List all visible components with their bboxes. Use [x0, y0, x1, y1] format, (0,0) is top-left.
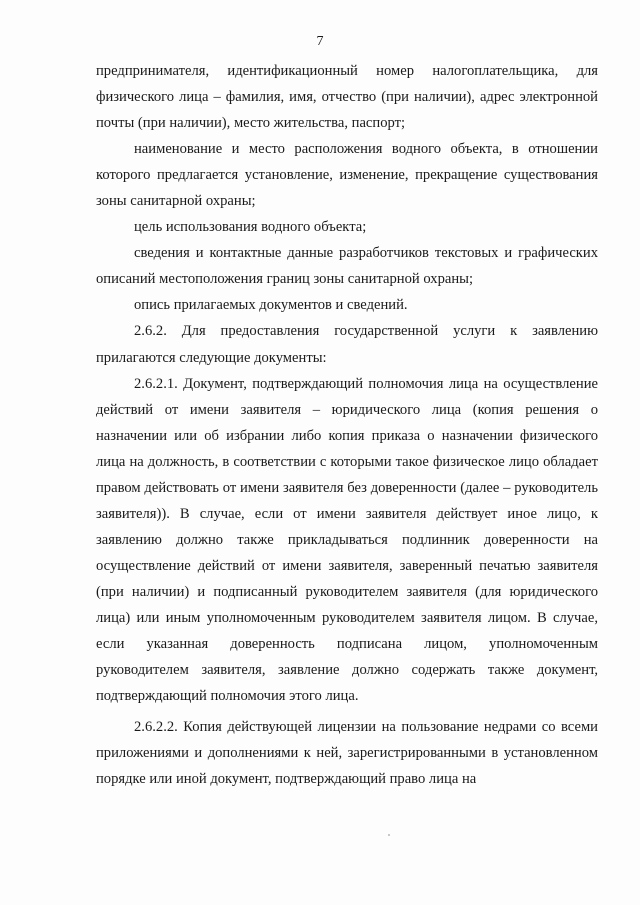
- paragraph-water-body: наименование и место расположения водного объекта, в отношении которого предлагается установление, изменение, прекращение существования зоны санитарной охраны;: [96, 141, 598, 210]
- paragraph-developers: сведения и контактные данные разработчиков текстовых и графических описаний местоположения границ зоны санитарной охраны;: [96, 245, 598, 288]
- paragraph-purpose: цель использования водного объекта;: [134, 219, 367, 236]
- scan-speck: [388, 834, 390, 836]
- document-body: [96, 58, 598, 792]
- paragraph-inventory: опись прилагаемых документов и сведений.: [134, 297, 408, 314]
- paragraph-applicant-details: предпринимателя, идентификационный номер налогоплательщика, для физического лица – фамилия, имя, отчество (при наличии), адрес электронной почты (при наличии), место жительства, паспорт;: [96, 63, 598, 132]
- paragraph-2-6-2-2: 2.6.2.2. Копия действующей лицензии на пользование недрами со всеми приложениями и дополнениями к ней, зарегистрированными в установленном порядке или иной документ, подтверждающий право лица на: [96, 719, 598, 788]
- paragraph-2-6-2-1: 2.6.2.1. Документ, подтверждающий полномочия лица на осуществление действий от имени заявителя – юридического лица (копия решения о назначении или об избрании либо копия приказа о назначении физического лица на должность, в соответствии с которыми такое физическое лицо обладает правом действовать от имени заявителя без доверенности (далее – руководитель заявителя)). В случае, если от имени заявителя действует иное лицо, к заявлению должно также прикладываться подлинник доверенности на осуществление действий от имени заявителя, заверенный печатью заявителя (при наличии) и подписанный руководителем заявителя (для юридического лица) или иным уполномоченным руководителем заявителя лицом. В случае, если указанная доверенность подписана лицом, уполномоченным руководителем заявителя, заявление должно содержать также документ, подтверждающий полномочия этого лица.: [96, 375, 598, 705]
- paragraph-2-6-2: 2.6.2. Для предоставления государственной услуги к заявлению прилагаются следующие документы:: [96, 323, 598, 366]
- page-number: 7: [316, 34, 324, 49]
